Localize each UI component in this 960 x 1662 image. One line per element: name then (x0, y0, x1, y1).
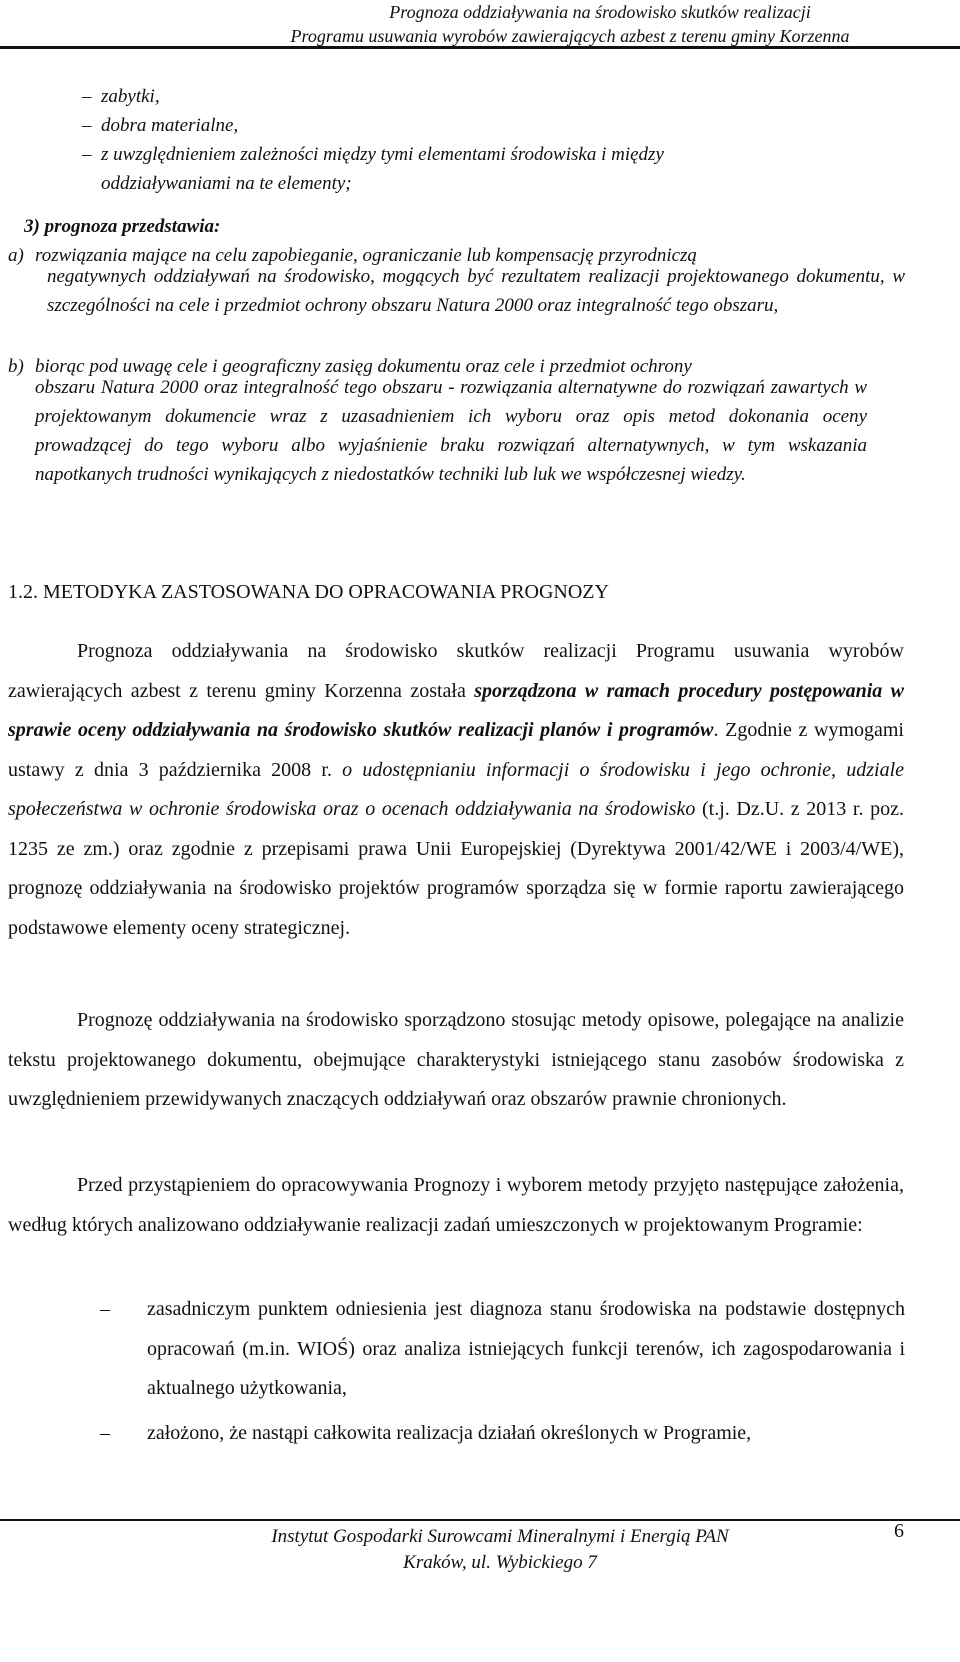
list-item (100, 1290, 905, 1409)
dash-marker: – (100, 1298, 110, 1320)
list-item-text: założono, że nastąpi całkowita realizacja działań określonych w Programie, (147, 1422, 752, 1444)
item-a-text: negatywnych oddziaływań na środowisko, mogących być rezultatem realizacji projektowanego dokumentu, w szczególności na cele i przedmiot ochrony obszaru Natura 2000 oraz integralność tego obszaru, (47, 266, 905, 316)
item-a-body (47, 262, 905, 320)
section-3-title: 3) prognoza przedstawia: (24, 216, 221, 237)
footer-institution: Instytut Gospodarki Surowcami Mineralnymi i Energią PAN (271, 1526, 729, 1547)
header-line-2: Programu usuwania wyrobów zawierających azbest z terenu gminy Korzenna (290, 26, 850, 46)
paragraph-methodology (8, 632, 904, 948)
list-item-text: zabytki, (101, 86, 160, 107)
dash-marker: – (82, 115, 92, 136)
header-divider (0, 46, 960, 49)
item-b-label: b) (8, 356, 24, 377)
list-item-text: zasadniczym punktem odniesienia jest diagnoza stanu środowiska na podstawie dostępnych opracowań (m.in. WIOŚ) oraz analiza istniejących funkcji terenów, ich zagospodarowania i aktualnego użytkowania, (147, 1298, 905, 1399)
item-b-text: obszaru Natura 2000 oraz integralność tego obszaru - rozwiązania alternatywne do rozwiązań zawartych w projektowanym dokumencie wraz z uzasadnieniem ich wyboru oraz opis metod dokonania oceny prowadzącej do tego wyboru albo wyjaśnienie braku rozwiązań alternatywnych, w tym wskazania napotkanych trudności wynikających z niedostatków techniki lub luk we współczesnej wiedzy. (35, 377, 867, 485)
footer-divider (0, 1519, 960, 1521)
list-item-text: oddziaływaniami na te elementy; (101, 173, 352, 194)
section-heading: 1.2. METODYKA ZASTOSOWANA DO OPRACOWANIA PROGNOZY (8, 581, 609, 603)
paragraph-methods: Prognozę oddziaływania na środowisko sporządzono stosując metody opisowe, polegające na analizie tekstu projektowanego dokumentu, obejmujące charakterystyki istniejącego stanu zasobów środowiska z uwzględnieniem przewidywanych znaczących oddziaływań oraz obszarów prawnie chronionych. (8, 1009, 904, 1110)
item-a-label: a) (8, 245, 24, 266)
page-header (0, 0, 960, 48)
paragraph-text: Prognoza oddziaływania na środowisko skutków realizacji Programu usuwania wyrobów zawierających azbest z terenu gminy Korzenna została (8, 640, 904, 702)
emphasis-text: sporządzona w ramach procedury postępowania w sprawie oceny oddziaływania na środowisko skutków realizacji planów i programów (8, 679, 904, 741)
header-line-1: Prognoza oddziaływania na środowisko skutków realizacji (389, 2, 811, 22)
item-b-first-line: biorąc pod uwagę cele i geograficzny zasięg dokumentu oraz cele i przedmiot ochrony (35, 356, 692, 377)
list-item-text: z uwzględnieniem zależności między tymi elementami środowiska i między (101, 144, 664, 165)
page-footer (0, 1524, 960, 1576)
dash-marker: – (100, 1422, 110, 1444)
act-title: o udostępnianiu informacji o środowisku i jego ochronie, udziale społeczeństwa w ochronie środowiska oraz o ocenach oddziaływania na środowisko (8, 758, 905, 820)
paragraph-text: . Zgodnie z wymogami ustawy z dnia 3 października 2008 r. (8, 719, 904, 781)
paragraph-assumptions: Przed przystąpieniem do opracowywania Prognozy i wyborem metody przyjęto następujące założenia, według których analizowano oddziaływanie realizacji zadań umieszczonych w projektowanym Programie: (8, 1174, 904, 1236)
item-a-first-line: rozwiązania mające na celu zapobieganie, ograniczanie lub kompensację przyrodniczą (35, 245, 697, 266)
item-b-body (35, 373, 867, 489)
footer-address: Kraków, ul. Wybickiego 7 (403, 1552, 597, 1573)
list-item-text: dobra materialne, (101, 115, 239, 136)
dash-marker: – (82, 144, 92, 165)
list-item (100, 1414, 905, 1454)
dash-marker: – (82, 86, 92, 107)
page-number: 6 (894, 1520, 904, 1542)
paragraph-text: (t.j. Dz.U. z 2013 r. poz. 1235 ze zm.) oraz zgodnie z przepisami prawa Unii Europejskiej (Dyrektywa 2001/42/WE i 2003/4/WE), prognozę oddziaływania na środowisko projektów programów sporządza się w formie raportu zawierającego podstawowe elementy oceny strategicznej. (8, 798, 904, 939)
